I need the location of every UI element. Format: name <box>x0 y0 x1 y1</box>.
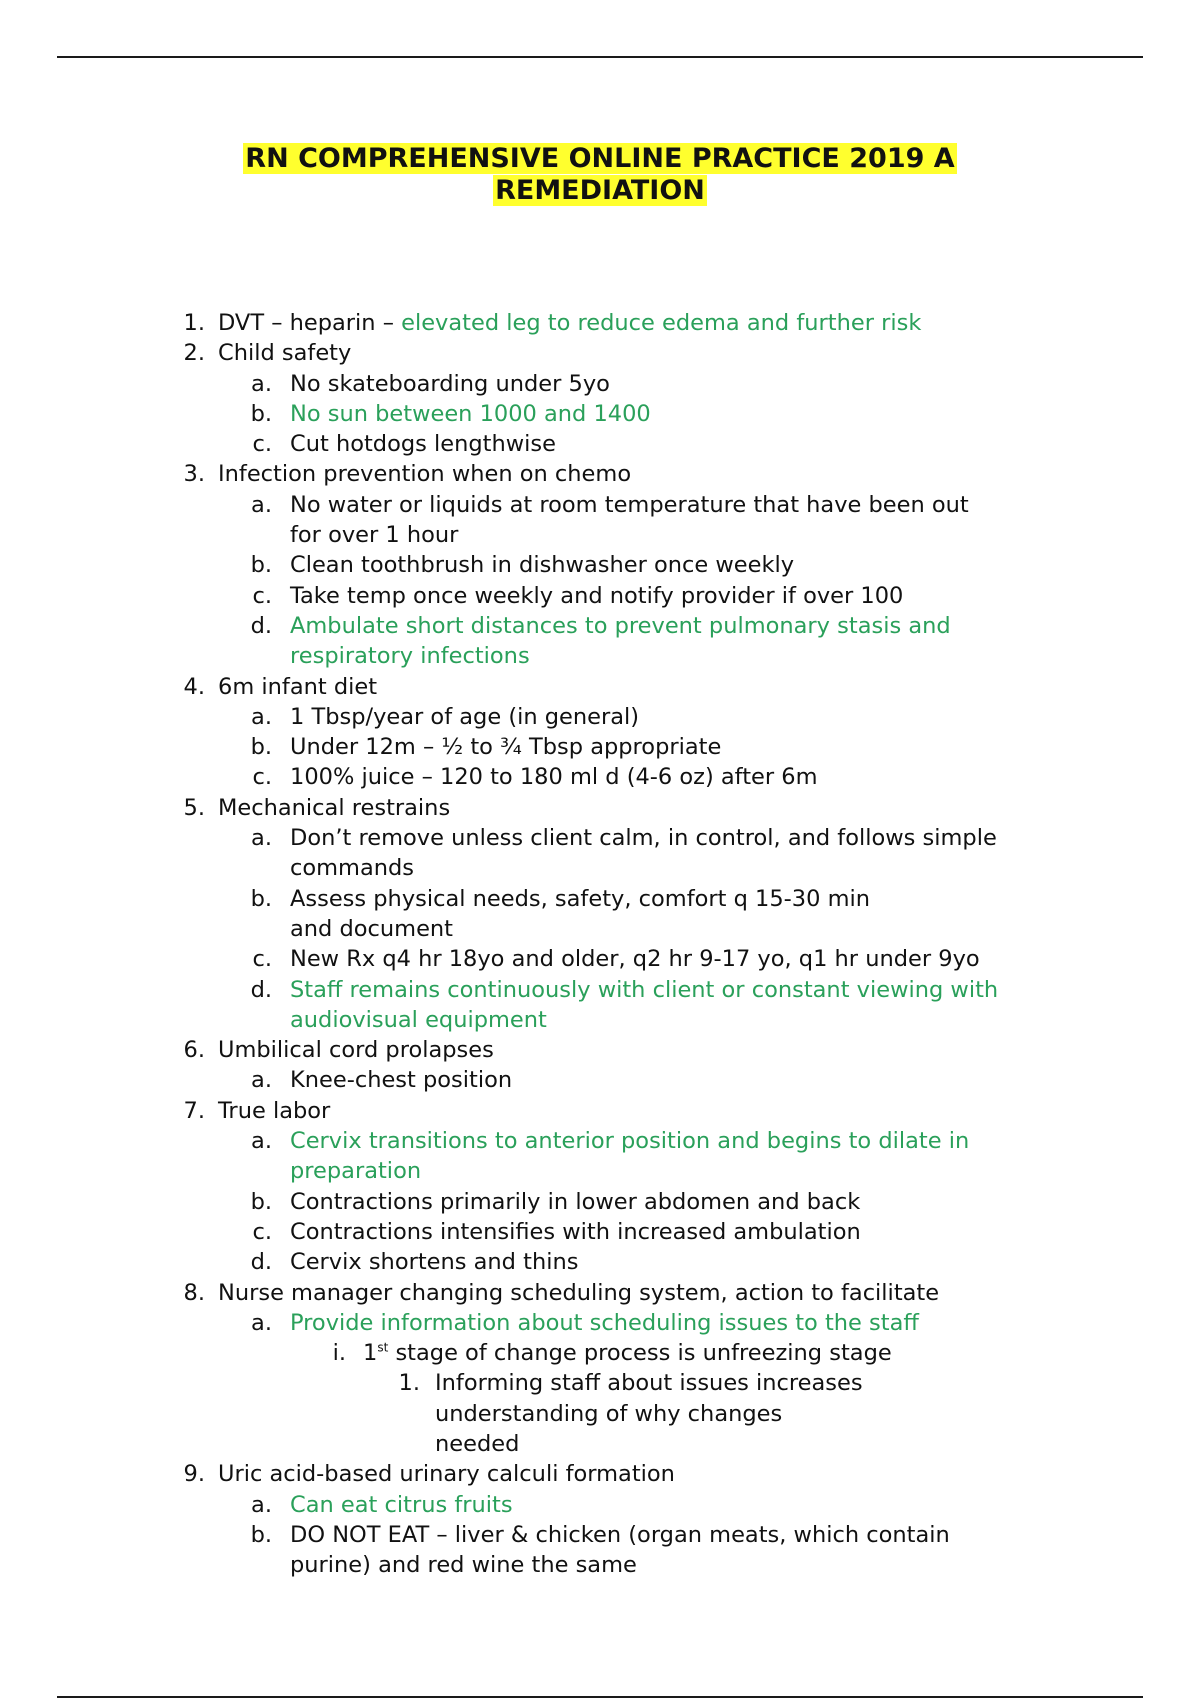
list-item-text <box>290 884 870 914</box>
list-item-text <box>363 1338 892 1368</box>
line-text: Staff remains continuously with client or constant viewing with <box>290 976 999 1003</box>
list-item-continuation <box>0 1156 1200 1186</box>
line-text: Ambulate short distances to prevent pulmonary stasis and <box>290 612 951 639</box>
list-item-text <box>290 369 610 399</box>
text-run: 6m infant diet <box>218 673 378 700</box>
list-item-text <box>290 550 794 580</box>
list-marker: a. <box>251 1128 272 1155</box>
list-item <box>0 823 1200 853</box>
outline-item-5 <box>0 793 1200 823</box>
list-marker: b. <box>250 1521 272 1548</box>
line-text: preparation <box>290 1158 422 1185</box>
list-item <box>0 762 1200 792</box>
list-item-text <box>218 459 631 489</box>
list-item-text <box>218 338 351 368</box>
list-item-text <box>290 914 453 944</box>
list-item <box>0 1065 1200 1095</box>
list-item-text <box>290 1156 421 1186</box>
list-marker: 1. <box>398 1370 420 1397</box>
text-run: DVT – heparin – <box>218 310 402 336</box>
list-marker: 3. <box>183 461 205 488</box>
line-text: No skateboarding under 5yo <box>290 370 610 397</box>
line-text: 100% juice – 120 to 180 ml d (4-6 oz) after 6m <box>290 764 818 791</box>
line-text: DO NOT EAT – liver & chicken (organ meats, which contain <box>290 1521 950 1548</box>
list-item-text <box>290 975 998 1005</box>
text-run: Uric acid-based urinary calculi formation <box>218 1461 675 1488</box>
list-marker: 8. <box>183 1279 205 1306</box>
line-text: Informing staff about issues increases <box>435 1370 863 1397</box>
outline-item-3 <box>0 459 1200 489</box>
remediation-outline <box>0 308 1200 1580</box>
line-text: audiovisual equipment <box>290 1006 547 1033</box>
outline-item-6 <box>0 1035 1200 1065</box>
list-marker: d. <box>250 1249 272 1276</box>
list-item <box>0 581 1200 611</box>
line-text: for over 1 hour <box>290 522 459 549</box>
line-text: and document <box>290 915 454 942</box>
line-text: Provide information about scheduling issues to the staff <box>290 1309 919 1336</box>
list-item-text <box>290 853 414 883</box>
list-marker: a. <box>251 370 272 397</box>
list-item-text <box>290 762 818 792</box>
outline-item-8 <box>0 1278 1200 1308</box>
list-item-text <box>435 1399 782 1429</box>
list-marker: a. <box>251 1067 272 1094</box>
list-item-continuation <box>0 520 1200 550</box>
list-item-text <box>218 1035 494 1065</box>
bottom-rule <box>57 1696 1143 1698</box>
list-marker: d. <box>250 612 272 639</box>
list-item-text <box>218 793 450 823</box>
line-text: purine) and red wine the same <box>290 1552 637 1579</box>
line-text: Contractions primarily in lower abdomen and back <box>290 1188 861 1215</box>
line-text: New Rx q4 hr 18yo and older, q2 hr 9-17 yo, q1 hr under 9yo <box>290 946 980 973</box>
line-text: commands <box>290 855 415 882</box>
list-item <box>0 1368 1200 1398</box>
outline-item-9 <box>0 1459 1200 1489</box>
list-marker: a. <box>251 703 272 730</box>
page-title <box>0 143 1200 207</box>
list-item-text <box>290 490 969 520</box>
list-item-text <box>218 308 921 338</box>
list-item <box>0 1187 1200 1217</box>
list-item-text <box>435 1368 863 1398</box>
list-item-text <box>290 641 530 671</box>
list-item-text <box>290 702 639 732</box>
list-item-text <box>290 1550 637 1580</box>
line-text: Take temp once weekly and notify provider if over 100 <box>290 582 904 609</box>
list-marker: i. <box>332 1340 346 1367</box>
line-text: Can eat citrus fruits <box>290 1491 513 1518</box>
list-item-text <box>290 399 651 429</box>
list-item-continuation <box>0 1429 1200 1459</box>
line-text: Don’t remove unless client calm, in control, and follows simple <box>290 825 997 852</box>
title-line-2: REMEDIATION <box>495 175 705 206</box>
list-item-text <box>290 1065 512 1095</box>
list-item-text <box>218 1459 675 1489</box>
list-item <box>0 1217 1200 1247</box>
list-marker: 5. <box>183 794 205 821</box>
outline-item-4 <box>0 672 1200 702</box>
list-marker: c. <box>252 946 272 973</box>
list-item <box>0 944 1200 974</box>
text-run: Umbilical cord prolapses <box>218 1037 494 1064</box>
line-text: Cervix shortens and thins <box>290 1249 579 1276</box>
list-item-text <box>290 732 721 762</box>
list-marker: c. <box>252 582 272 609</box>
list-item-text <box>290 1187 860 1217</box>
list-item-text <box>290 823 997 853</box>
line-text: Knee-chest position <box>290 1067 513 1094</box>
list-item <box>0 1308 1200 1338</box>
list-item <box>0 1338 1200 1368</box>
line-text: understanding of why changes <box>435 1400 783 1427</box>
list-item <box>0 884 1200 914</box>
outline-item-2 <box>0 338 1200 368</box>
list-item-text <box>290 1005 547 1035</box>
list-item <box>0 732 1200 762</box>
list-item-text <box>435 1429 519 1459</box>
list-item <box>0 975 1200 1005</box>
list-item-text <box>218 1278 939 1308</box>
list-item-text <box>290 1308 919 1338</box>
top-rule <box>57 56 1143 58</box>
list-item-text <box>290 611 951 641</box>
line-text: 1 Tbsp/year of age (in general) <box>290 703 640 730</box>
list-marker: 6. <box>183 1037 205 1064</box>
list-item-continuation <box>0 1005 1200 1035</box>
list-item-text <box>218 1096 330 1126</box>
list-item-text <box>290 429 556 459</box>
list-marker: a. <box>251 825 272 852</box>
list-item-text <box>290 520 458 550</box>
list-marker: 4. <box>183 673 205 700</box>
list-item <box>0 1247 1200 1277</box>
list-marker: a. <box>251 491 272 518</box>
list-item <box>0 702 1200 732</box>
list-marker: b. <box>250 885 272 912</box>
line-text: No sun between 1000 and 1400 <box>290 400 651 427</box>
list-item-text <box>290 1520 950 1550</box>
list-item-text <box>290 1247 578 1277</box>
list-marker: 7. <box>183 1097 205 1124</box>
list-item-text <box>218 672 377 702</box>
list-item <box>0 1126 1200 1156</box>
line-text: respiratory infections <box>290 643 530 670</box>
list-item <box>0 611 1200 641</box>
outline-item-1 <box>0 308 1200 338</box>
list-item-text <box>290 1217 861 1247</box>
list-item-text <box>290 1126 969 1156</box>
line-text: Cut hotdogs lengthwise <box>290 431 556 458</box>
list-marker: b. <box>250 1188 272 1215</box>
list-marker: 2. <box>183 340 205 367</box>
list-marker: d. <box>250 976 272 1003</box>
list-item <box>0 490 1200 520</box>
list-item-continuation <box>0 1550 1200 1580</box>
list-item-continuation <box>0 641 1200 671</box>
text-run: Nurse manager changing scheduling system, action to facilitate <box>218 1279 940 1306</box>
text-run: Infection prevention when on chemo <box>218 461 632 488</box>
list-item <box>0 1490 1200 1520</box>
list-marker: b. <box>250 400 272 427</box>
list-item-text <box>290 1490 513 1520</box>
list-item-continuation <box>0 1399 1200 1429</box>
outline-item-7 <box>0 1096 1200 1126</box>
list-marker: b. <box>250 552 272 579</box>
list-marker: c. <box>252 431 272 458</box>
text-run: True labor <box>218 1097 331 1124</box>
text-run-green: elevated leg to reduce edema and further risk <box>401 310 922 336</box>
text-run: Mechanical restrains <box>218 794 451 821</box>
line-text: Assess physical needs, safety, comfort q 15-30 min <box>290 885 871 912</box>
list-item-text <box>290 944 980 974</box>
list-marker: b. <box>250 734 272 761</box>
text-run: Child safety <box>218 340 352 367</box>
ordinal-suffix: st <box>377 1340 389 1355</box>
list-marker: a. <box>251 1309 272 1336</box>
line-text: Cervix transitions to anterior position and begins to dilate in <box>290 1128 970 1155</box>
list-item <box>0 1520 1200 1550</box>
list-item <box>0 399 1200 429</box>
line-text: Contractions intensifies with increased ambulation <box>290 1218 861 1245</box>
line-text: needed <box>435 1430 520 1457</box>
ordinal-number: 1 <box>363 1340 378 1367</box>
list-item-continuation <box>0 914 1200 944</box>
list-marker: 9. <box>183 1461 205 1488</box>
list-item <box>0 429 1200 459</box>
list-item-continuation <box>0 853 1200 883</box>
line-text: Under 12m – ½ to ¾ Tbsp appropriate <box>290 734 722 761</box>
line-text: Clean toothbrush in dishwasher once weekly <box>290 552 795 579</box>
title-line-1: RN COMPREHENSIVE ONLINE PRACTICE 2019 A <box>245 143 955 174</box>
list-item <box>0 369 1200 399</box>
list-marker: c. <box>252 764 272 791</box>
list-item-text <box>290 581 903 611</box>
list-marker: c. <box>252 1218 272 1245</box>
text-run: stage of change process is unfreezing stage <box>388 1340 892 1367</box>
line-text: No water or liquids at room temperature that have been out <box>290 491 969 518</box>
list-marker: 1. <box>183 310 205 336</box>
list-item <box>0 550 1200 580</box>
list-marker: a. <box>251 1491 272 1518</box>
